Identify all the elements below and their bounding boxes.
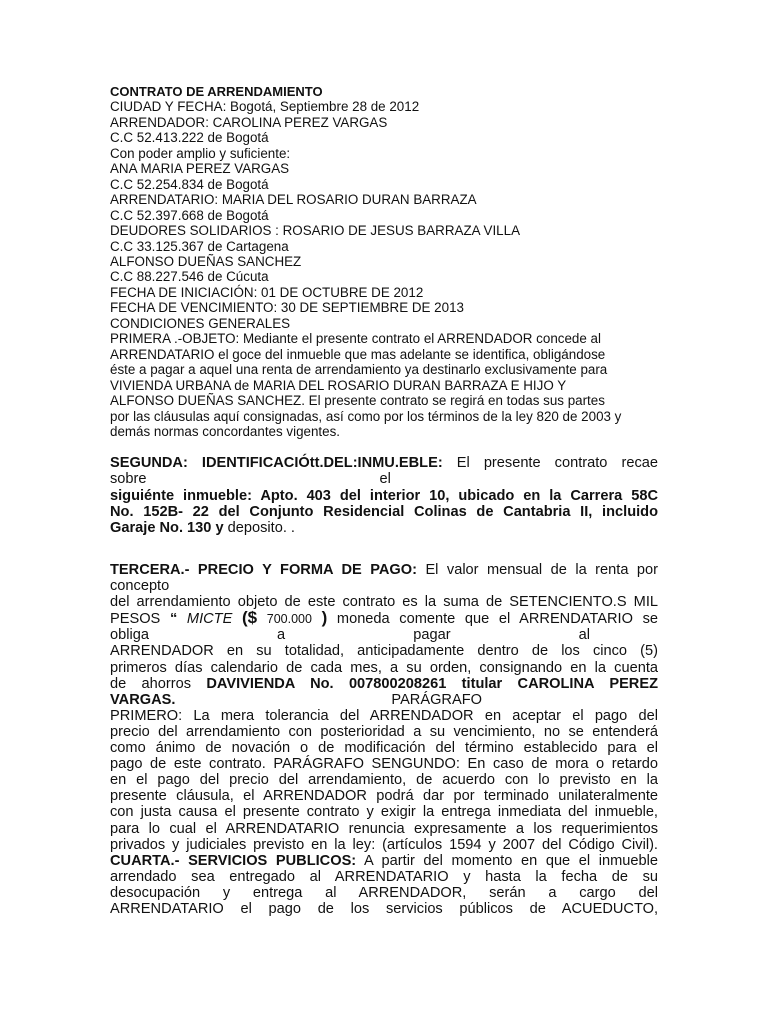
clause-text: de ahorros	[110, 675, 192, 692]
clause-line: privados y judiciales previsto en la ley: (artículos 1594 y 2007 del Código Civil).	[110, 836, 658, 853]
rent-amount: 700.000	[266, 612, 312, 627]
clause-line	[110, 627, 590, 643]
text-line: PRIMERA .-OBJETO: Mediante el presente contrato el ARRENDADOR concede al	[110, 331, 601, 347]
text-line: éste a pagar a aquel una renta de arrendamiento ya destinarlo exclusivamente para	[110, 362, 608, 378]
word: pagar	[413, 627, 451, 644]
text-line: C.C 52.254.834 de Bogotá	[110, 176, 269, 192]
text-line: por las cláusulas aquí consignadas, así como por los términos de la ley 820 de 2003 y	[110, 408, 622, 424]
text-line: DEUDORES SOLIDARIOS : ROSARIO DE JESUS BARRAZA VILLA	[110, 223, 521, 239]
currency-code: MICTE	[186, 611, 233, 628]
property-description: siguiénte inmueble: Apto. 403 del interior 10, ubicado en la Carrera 58C	[110, 487, 658, 504]
clause-line	[110, 471, 658, 487]
clause-line: PRIMERO: La mera tolerancia del ARRENDADOR en aceptar el pago del	[110, 707, 658, 724]
clause-heading: TERCERA.- PRECIO Y FORMA DE PAGO:	[110, 562, 417, 578]
text-line: VIVIENDA URBANA de MARIA DEL ROSARIO DURAN BARRAZA E HIJO Y	[110, 377, 567, 393]
text-line: CIUDAD Y FECHA: Bogotá, Septiembre 28 de 2012	[110, 99, 420, 115]
clause-line	[110, 520, 658, 536]
text-line: CONDICIONES GENERALES	[110, 315, 291, 331]
property-description: No. 152B- 22 del Conjunto Residencial Colinas de Cantabria II, incluido	[110, 503, 658, 520]
account-holder: VARGAS.	[110, 691, 176, 708]
clause-line: con justa causa el presente contrato y exigir la entrega inmediata del inmueble,	[110, 804, 658, 821]
clause-line: como ánimo de novación o de modificación del término establecido para el	[110, 740, 658, 757]
word: PESOS	[110, 611, 161, 628]
clause-line	[110, 853, 658, 869]
document-title: CONTRATO DE ARRENDAMIENTO	[110, 84, 323, 99]
text-line: C.C 52.413.222 de Bogotá	[110, 130, 269, 146]
text-line: Con poder amplio y suficiente:	[110, 145, 291, 161]
clause-line: arrendado sea entregado al ARRENDATARIO y hasta la fecha de su	[110, 868, 658, 885]
word: el	[379, 471, 391, 488]
contract-header	[110, 84, 670, 439]
currency-symbol: ($	[241, 608, 258, 628]
clause-heading: SEGUNDA: IDENTIFICACIÓtt.DEL:INMU.EBLE:	[110, 455, 443, 471]
word: obliga	[110, 627, 149, 644]
text-line: C.C 33.125.367 de Cartagena	[110, 238, 289, 254]
word: al	[578, 627, 590, 644]
clause-line: precio del arrendamiento con posterioridad a su vencimiento, no se entenderá	[110, 723, 658, 740]
text-line: ALFONSO DUEÑAS SANCHEZ. El presente contrato se regirá en todas sus partes	[110, 393, 605, 409]
clause-line: del arrendamiento objeto de este contrato es la suma de SETENCIENTO.S MIL	[110, 594, 658, 611]
clause-line: en el pago del precio del arrendamiento, de acuerdo con lo previsto en la	[110, 772, 658, 789]
text-line: ANA MARIA PEREZ VARGAS	[110, 161, 290, 177]
clause-line	[110, 455, 658, 471]
clause-line: concepto	[110, 578, 170, 595]
quote-mark: “	[169, 611, 178, 628]
clause-line	[110, 692, 658, 708]
bank-account: DAVIVIENDA No. 007800208261 titular CAROLINA PEREZ	[206, 675, 658, 692]
clause-line: pago de este contrato. PARÁGRAFO SENGUNDO: En caso de mora o retardo	[110, 756, 658, 773]
clause-text: moneda comente que el ARRENDATARIO se	[336, 611, 658, 628]
text-line: C.C 52.397.668 de Bogotá	[110, 207, 269, 223]
clause-text: El valor mensual de la renta por	[425, 562, 659, 578]
subheading: PARÁGRAFO	[391, 691, 482, 708]
clause-line: primeros días calendario de cada mes, a su orden, consignando en la cuenta	[110, 659, 658, 676]
clause-text: A partir del momento en que el inmueble	[364, 852, 659, 869]
clause-heading: CUARTA.- SERVICIOS PUBLICOS:	[110, 852, 357, 869]
text-line: ARRENDADOR: CAROLINA PEREZ VARGAS	[110, 114, 388, 130]
clause-line: ARRENDATARIO el pago de los servicios públicos de ACUEDUCTO,	[110, 900, 658, 917]
clause-line	[110, 562, 658, 578]
clause-text: deposito. .	[227, 520, 295, 537]
word: a	[277, 627, 286, 644]
clause-tercera	[110, 562, 658, 917]
clause-text: El presente contrato recae	[456, 455, 658, 471]
clause-line: desocupación y entrega al ARRENDADOR, serán a cargo del	[110, 884, 658, 901]
clause-line: presente cláusula, el ARRENDADOR podrá dar por terminado unilateralmente	[110, 788, 658, 805]
text-line: demás normas concordantes vigentes.	[110, 423, 340, 439]
clause-line: ARRENDADOR en su totalidad, anticipadamente dentro de los cinco (5)	[110, 643, 658, 660]
text-line: C.C 88.227.546 de Cúcuta	[110, 269, 269, 285]
property-description: Garaje No. 130 y	[110, 520, 224, 537]
clause-line: para lo cual el ARRENDATARIO renuncia expresamente a los requerimientos	[110, 820, 658, 837]
text-line: ARRENDATARIO: MARIA DEL ROSARIO DURAN BARRAZA	[110, 192, 477, 208]
text-line: ARRENDATARIO el goce del inmueble que mas adelante se identifica, obligándose	[110, 346, 606, 362]
clause-line	[110, 504, 658, 520]
clause-line	[110, 610, 658, 627]
word: sobre	[110, 471, 147, 488]
text-line: FECHA DE INICIACIÓN: 01 DE OCTUBRE DE 2012	[110, 284, 424, 300]
paren-close: )	[321, 608, 328, 628]
clause-line	[110, 488, 658, 504]
clause-segunda	[110, 455, 658, 536]
clause-line	[110, 676, 658, 692]
text-line: ALFONSO DUEÑAS SANCHEZ	[110, 253, 302, 269]
text-line: FECHA DE VENCIMIENTO: 30 DE SEPTIEMBRE DE 2013	[110, 300, 464, 316]
